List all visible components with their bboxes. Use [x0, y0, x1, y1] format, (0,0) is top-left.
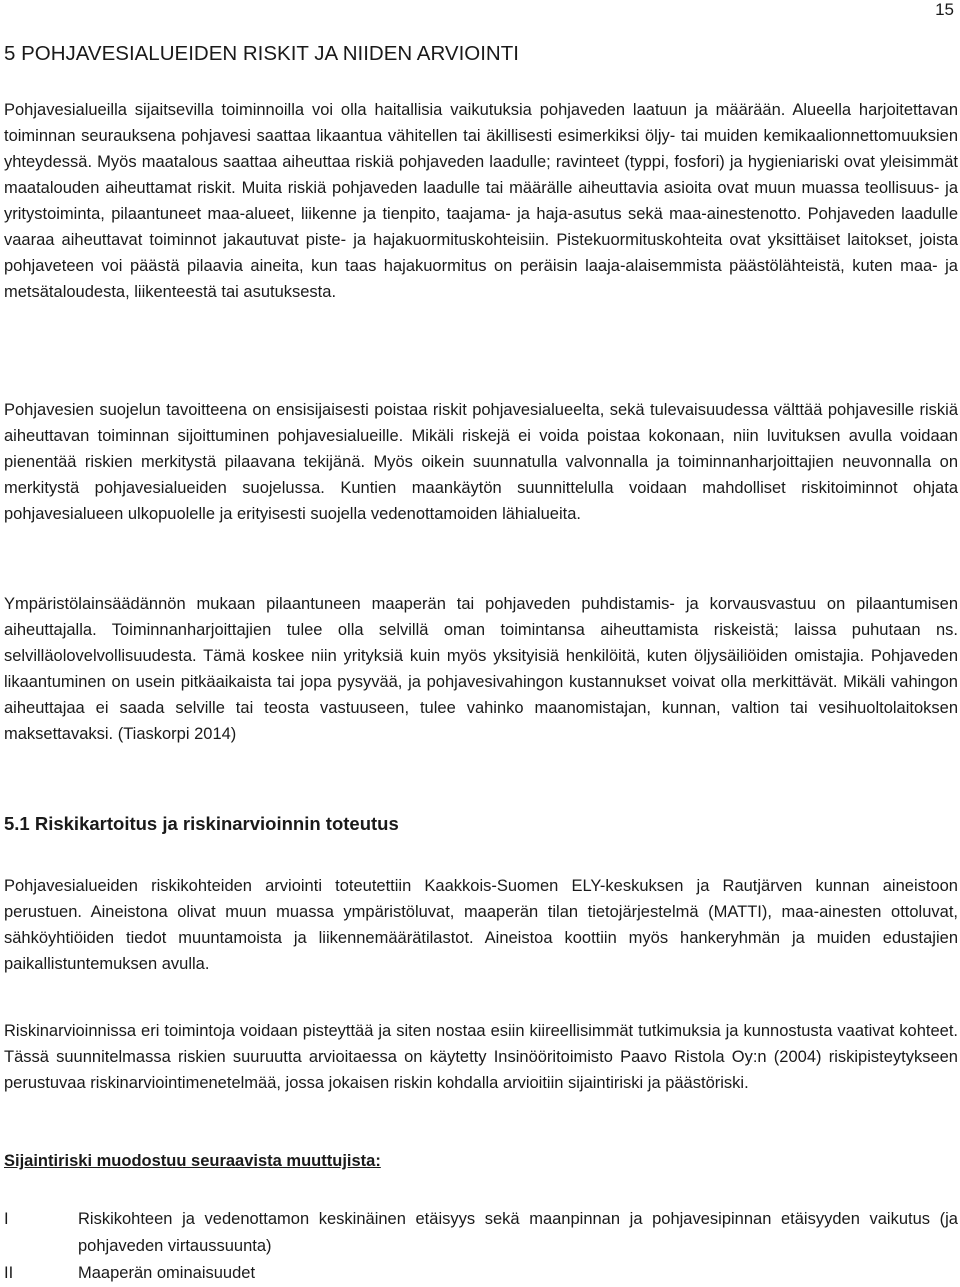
list-item [4, 1206, 958, 1260]
variable-list [4, 1206, 958, 1287]
subsection-heading: 5.1 Riskikartoitus ja riskinarvioinnin toteutus [4, 813, 399, 834]
paragraph: Ympäristölainsäädännön mukaan pilaantuneen maaperän tai pohjaveden puhdistamis- ja korvausvastuu on pilaantumisen aiheuttajalla. Toiminnanharjoittajien tulee olla selvillä oman toimintansa aiheuttamista riskeistä; laissa puhutaan ns. selvilläolovelvollisuudesta. Tämä koskee niin yrityksiä kuin myös yksityisiä henkilöitä, kuten öljysäiliöiden omistajia. Pohjaveden likaantuminen on usein pitkäaikaista tai jopa pysyvää, ja pohjavesivahingon kustannukset voivat olla merkittävät. Mikäli vahingon aiheuttajaa ei saada selville tai teosta vastuuseen, tulee vahinko maanomistajan, kunnan, valtion tai vesihuoltolaitoksen maksettavaksi. (Tiaskorpi 2014) [4, 595, 958, 743]
paragraph: Riskinarvioinnissa eri toimintoja voidaan pisteyttää ja siten nostaa esiin kiireellisimmät tutkimuksia ja kunnostusta vaativat kohteet. Tässä suunnitelmassa riskien suuruutta arvioitaessa on käytetty Insinööritoimisto Paavo Ristola Oy:n (2004) riskipisteytykseen perustuvaa riskinarviointimenetelmää, jossa jokaisen riskin kohdalla arvioitiin sijaintiriski ja päästöriski. [4, 1022, 958, 1092]
paragraph: Pohjavesialueiden riskikohteiden arviointi toteutettiin Kaakkois-Suomen ELY-keskuksen ja Rautjärven kunnan aineistoon perustuen. Aineistona olivat muun muassa ympäristöluvat, maaperän tilan tietojärjestelmä (MATTI), maa-ainesten ottoluvat, sähköyhtiöiden tiedot muuntamoista ja liikennemäärätilastot. Aineistoa koottiin myös hankeryhmän ja muiden edustajien paikallistuntemuksen avulla. [4, 877, 958, 973]
paragraph: Pohjavesien suojelun tavoitteena on ensisijaisesti poistaa riskit pohjavesialueelta, sekä tulevaisuudessa välttää pohjavesille riskiä aiheuttavan toiminnan sijoittuminen pohjavesialueille. Mikäli riskejä ei voida poistaa kokonaan, niin luvituksen avulla voidaan pienentää riskien merkitystä pilaavana tekijänä. Myös oikein suunnatulla valvonnalla ja toiminnanharjoittajien neuvonnalla on merkitystä pohjavesialueiden suojelussa. Kuntien maankäytön suunnittelulla voidaan mahdolliset riskitoiminnot ohjata pohjavesialueen ulkopuolelle ja erityisesti suojella vedenottamoiden lähialueita. [4, 401, 958, 523]
list-item-text: Riskikohteen ja vedenottamon keskinäinen etäisyys sekä maanpinnan ja pohjavesipinnan etäisyyden vaikutus (ja pohjaveden virtaussuunta) [78, 1210, 958, 1255]
list-item [4, 1260, 958, 1287]
list-marker: II [4, 1264, 14, 1282]
section-heading: 5 POHJAVESIALUEIDEN RISKIT JA NIIDEN ARVIOINTI [4, 42, 519, 65]
list-item-text: Maaperän ominaisuudet [78, 1264, 256, 1282]
list-heading: Sijaintiriski muodostuu seuraavista muuttujista: [4, 1152, 381, 1170]
list-marker: I [4, 1210, 9, 1228]
paragraph: Pohjavesialueilla sijaitsevilla toiminnoilla voi olla haitallisia vaikutuksia pohjaveden laatuun ja määrään. Alueella harjoitettavan toiminnan seurauksena pohjavesi saattaa likaantua vähitellen tai äkillisesti esimerkiksi öljy- tai muiden kemikaalionnettomuuksien yhteydessä. Myös maatalous saattaa aiheuttaa riskiä pohjaveden laadulle; ravinteet (typpi, fosfori) ja hygieniariski ovat yleisimmät maatalouden aiheuttamat riskit. Muita riskiä pohjaveden laadulle tai määrälle aiheuttavia asioita ovat muun muassa teollisuus- ja yritystoiminta, pilaantuneet maa-alueet, liikenne ja tienpito, taajama- ja haja-asutus sekä maa-ainestenotto. Pohjaveden laadulle vaaraa aiheuttavat toiminnot jakautuvat piste- ja hajakuormituskohteisiin. Pistekuormituskohteita ovat yksittäiset laitokset, joista pohjaveteen voi päästä pilaavia aineita, kun taas hajakuormitus on peräisin laaja-alaisemmista päästölähteistä, kuten maa- ja metsätaloudesta, liikenteestä tai asutuksesta. [4, 101, 958, 301]
page-number: 15 [935, 0, 954, 19]
